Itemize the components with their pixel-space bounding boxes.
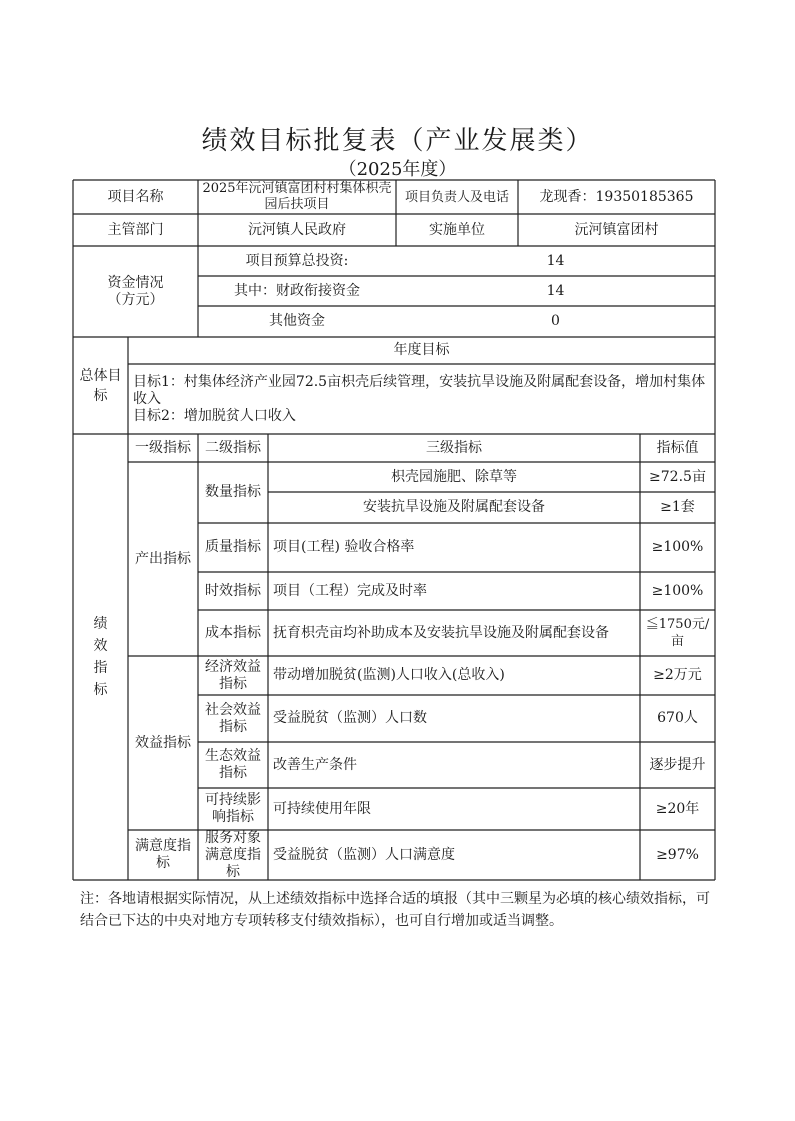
benefit-indicator-label: 效益指标 [135,734,191,751]
quality-indicator-label: 质量指标 [205,539,261,555]
eco-benefit-label: 生态效益指标 [205,748,261,781]
page-subtitle: （2025年度） [338,159,457,180]
quantity-row-1-name: 枳壳园施肥、除草等 [391,468,517,485]
economic-name: 带动增加脱贫(监测)人口收入(总收入) [273,667,505,683]
indicators-label [73,434,128,880]
eco-value: 逐步提升 [649,756,706,773]
cost-indicator-label: 成本指标 [205,624,261,641]
header-value: 指标值 [656,439,699,456]
output-indicator-label: 产出指标 [135,550,191,567]
eco-name: 改善生产条件 [273,756,357,773]
header-level2: 二级指标 [205,439,261,456]
economic-benefit-label: 经济效益指标 [205,658,261,692]
funds-other-value: 0 [551,313,560,329]
social-value: 670人 [657,710,698,726]
annual-goal-header: 年度目标 [393,342,450,358]
funds-total-value: 14 [546,252,565,269]
funds-fiscal-value: 14 [546,282,565,299]
quality-name: 项目(工程) 验收合格率 [273,539,415,555]
quantity-row-1-value: ≥72.5亩 [649,468,706,485]
header-level3: 三级指标 [426,439,482,456]
satisfaction-indicator-label: 满意度指标 [135,838,191,871]
quantity-row-2-value: ≥1套 [660,499,695,515]
project-name-label: 项目名称 [107,188,164,205]
funds-fiscal-label: 其中：财政衔接资金 [234,282,360,299]
funds-total-label: 项目预算总投资: [245,252,349,269]
annual-goals [133,374,713,425]
funds-label-line1: 资金情况 [107,274,164,291]
timeliness-name: 项目（工程）完成及时率 [273,582,427,599]
timeliness-value: ≥100% [651,582,704,599]
economic-value: ≥2万元 [653,667,702,683]
impl-label: 实施单位 [429,221,485,238]
social-benefit-label: 社会效益指标 [205,701,261,735]
impl-value: 沅河镇富团村 [574,221,659,238]
project-contact-value: 龙现香：19350185365 [539,188,694,205]
funds-label [73,246,198,337]
service-name: 受益脱贫（监测）人口满意度 [273,846,455,863]
page-title: 绩效目标批复表（产业发展类） [201,126,594,156]
goal-1: 目标1：村集体经济产业园72.5亩枳壳后续管理，安装抗旱设施及附属配套设备，增加村集体收入 [133,374,706,407]
overall-goal-label: 总体目标 [79,367,122,404]
social-name: 受益脱贫（监测）人口数 [273,710,427,726]
cost-value: ≦1750元/亩 [645,617,710,649]
project-name-value: 2025年沅河镇富团村村集体枳壳园后扶项目 [202,181,392,212]
service-value: ≥97% [656,846,699,863]
indicators-label-text: 绩效指标 [93,616,108,698]
dept-label: 主管部门 [107,221,164,238]
sustain-name: 可持续使用年限 [273,800,371,817]
goal-2: 目标2：增加脱贫人口收入 [133,408,296,424]
quantity-indicator-label: 数量指标 [205,484,261,500]
project-contact-label: 项目负责人及电话 [404,189,509,205]
service-satisfaction-label: 服务对象满意度指标 [205,829,261,880]
funds-label-line2: （方元） [107,291,164,308]
footnote: 注：各地请根据实际情况，从上述绩效指标中选择合适的填报（其中三颗星为必填的核心绩效指标，可结合已下达的中央对地方专项转移支付绩效指标），也可自行增加或适当调整。 [80,891,710,929]
timeliness-indicator-label: 时效指标 [205,582,261,599]
dept-value: 沅河镇人民政府 [248,221,346,238]
sustain-benefit-label: 可持续影响指标 [205,792,261,825]
header-level1: 一级指标 [135,439,191,456]
sustain-value: ≥20年 [655,800,700,817]
quality-value: ≥100% [651,539,704,555]
funds-other-label: 其他资金 [269,313,325,329]
quantity-row-2-name: 安装抗旱设施及附属配套设备 [363,499,545,515]
cost-name: 抚育枳壳亩均补助成本及安装抗旱设施及附属配套设备 [273,624,609,641]
